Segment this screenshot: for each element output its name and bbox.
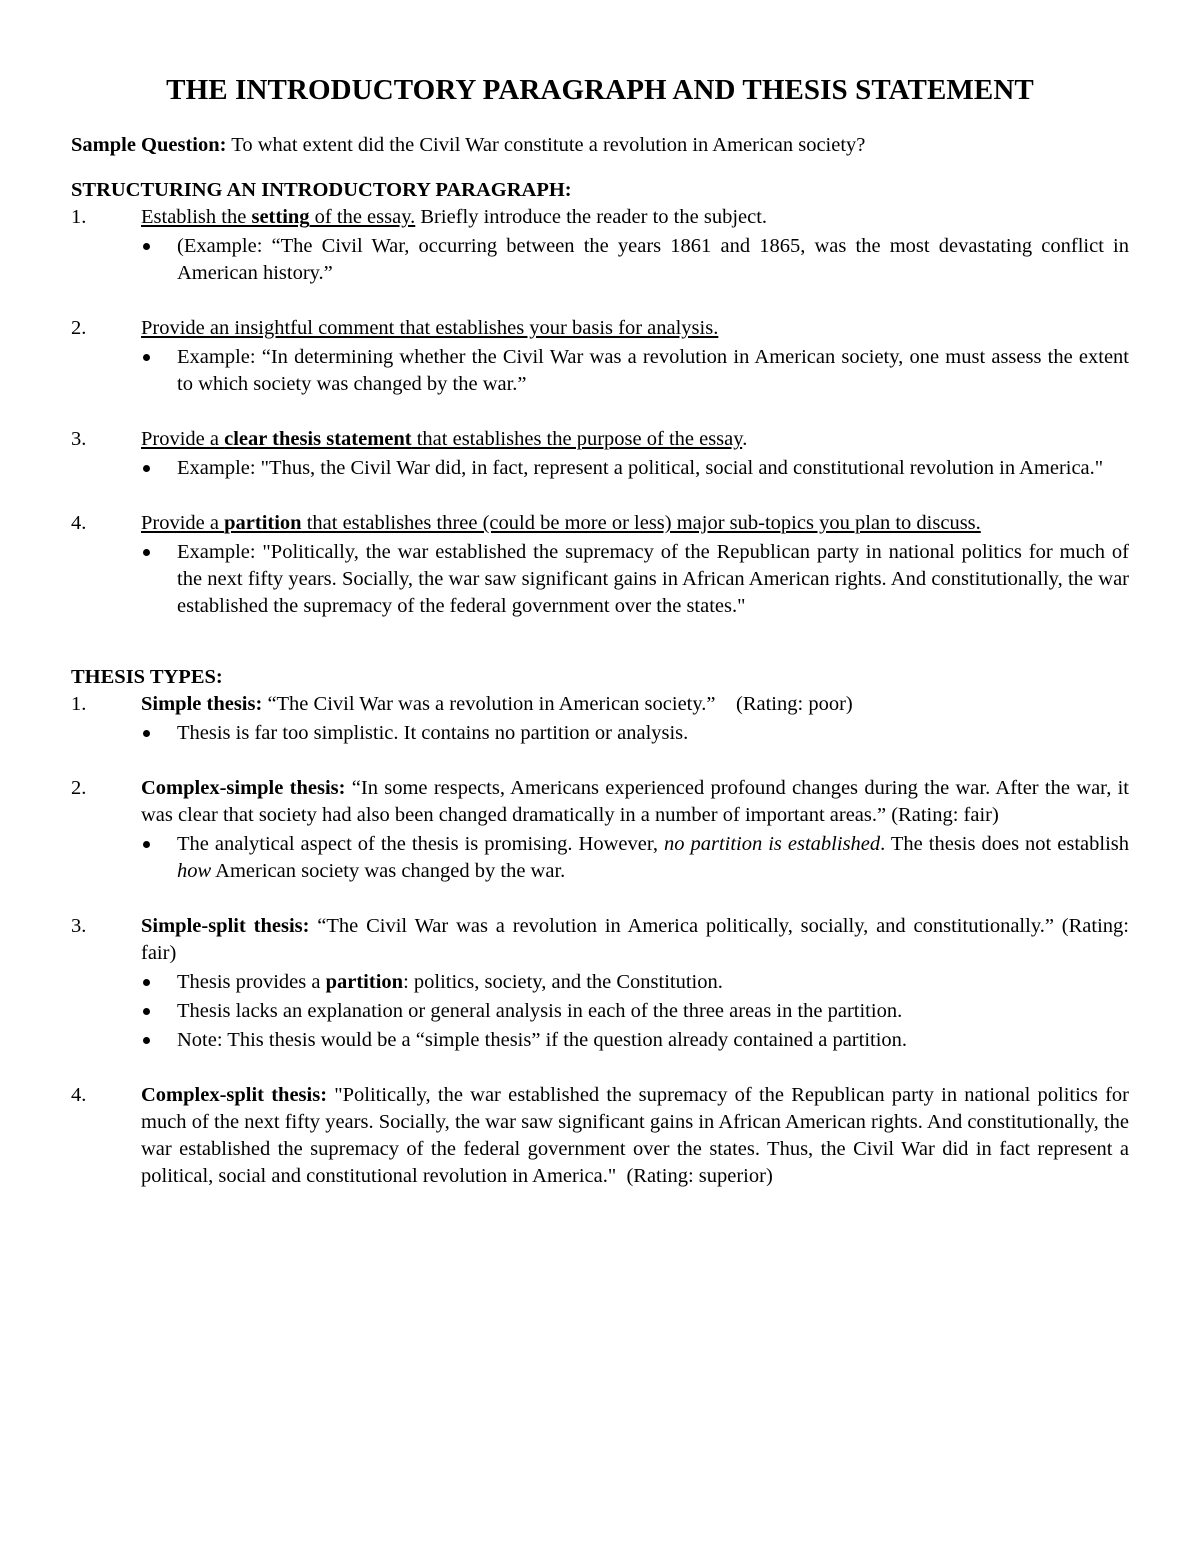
thesis-label: Simple-split thesis: [141,915,310,937]
list-item: Thesis lacks an explanation or general analysis in each of the three areas in the partition. [141,998,1129,1025]
item-number: 1. [71,693,87,715]
bullet-icon [143,730,150,737]
sample-question-label: Sample Question: [71,134,227,156]
thesis-label: Simple thesis: [141,693,263,715]
item-number: 3. [71,915,87,937]
bullet-icon [143,354,150,361]
list-item: Example: "Politically, the war established the supremacy of the Republican party in national politics for much of the next fifty years. Socially, the war saw significant gains in African American rights. And constitutionally, the war established the supremacy of the federal government over the states." [141,539,1129,620]
thesis-types-heading: THESIS TYPES: [71,666,223,688]
item-heading: Provide an insightful comment that establishes your basis for analysis. [141,317,719,339]
bullet-icon [143,1037,150,1044]
item-number: 4. [71,1084,87,1106]
structuring-item-4 [71,510,1129,620]
item-number: 4. [71,512,87,534]
structuring-list [71,204,1129,620]
structuring-item-3: 3. Provide a clear thesis statement that establishes the purpose of the essay. Example: "Thus, the Civil War did, in fact, represent a political, social and constitutional revolution in America." [71,426,1129,482]
thesis-label: Complex-simple thesis: [141,777,346,799]
list-item: Example: “In determining whether the Civil War was a revolution in American society, one must assess the extent to which society was changed by the war.” [141,344,1129,398]
bullet-icon [143,243,150,250]
item-number: 2. [71,317,87,339]
list-item: Thesis is far too simplistic. It contains no partition or analysis. [141,720,1129,747]
item-number: 1. [71,206,87,228]
thesis-type-item-3: 3. Simple-split thesis: “The Civil War was a revolution in America politically, socially, and constitutionally.” (Rating: fair) Thesis provides a partition: politics, society, and the Constitution. Thesis lacks an explanation or general analysis in each of the three areas in the partition. Note: This thesis would be a “simple thesis” if the question already contained a partition. [71,913,1129,1054]
bullet-icon [143,1008,150,1015]
bullet-icon [143,979,150,986]
item-heading: Provide a partition that establishes three (could be more or less) major sub-topics you plan to discuss. [141,512,981,534]
item-heading: Provide a clear thesis statement that establishes the purpose of the essay [141,428,743,450]
page-title: THE INTRODUCTORY PARAGRAPH AND THESIS STATEMENT [166,74,1034,106]
bullet-icon [143,549,150,556]
thesis-type-item-2: 2. Complex-simple thesis: “In some respects, Americans experienced profound changes during the war. After the war, it was clear that society had also been changed dramatically in a number of important areas.” (Rating: fair) The analytical aspect of the thesis is promising. However, no partition is established. The thesis does not establish how American society was changed by the war. [71,775,1129,885]
structuring-heading: STRUCTURING AN INTRODUCTORY PARAGRAPH: [71,179,572,201]
structuring-item-2 [71,315,1129,398]
list-item: (Example: “The Civil War, occurring between the years 1861 and 1865, was the most devastating conflict in American history.” [141,233,1129,287]
item-heading: Establish the setting of the essay. [141,206,416,228]
sample-question-text: To what extent did the Civil War constitute a revolution in American society? [226,134,866,156]
thesis-type-item-4: 4. Complex-split thesis: "Politically, the war established the supremacy of the Republican party in national politics for much of the next fifty years. Socially, the war saw significant gains in African American rights. And constitutionally, the war established the supremacy of the federal government over the states. Thus, the Civil War did in fact represent a political, social and constitutional revolution in America." (Rating: superior) [71,1084,1130,1187]
thesis-type-item-1: 1. Simple thesis: “The Civil War was a revolution in American society.” (Rating: poor) Thesis is far too simplistic. It contains no partition or analysis. [71,691,1129,747]
item-number: 2. [71,777,87,799]
list-item: The analytical aspect of the thesis is promising. However, no partition is established. The thesis does not establish how American society was changed by the war. [141,831,1129,885]
list-item: Note: This thesis would be a “simple thesis” if the question already contained a partition. [141,1027,1129,1054]
bullet-icon [143,465,150,472]
list-item: Example: "Thus, the Civil War did, in fact, represent a political, social and constitutional revolution in America." [141,455,1129,482]
sample-question [71,132,1129,159]
list-item: Thesis provides a partition: politics, society, and the Constitution. [141,969,1129,996]
thesis-label: Complex-split thesis: [141,1084,328,1106]
bullet-icon [143,841,150,848]
structuring-item-1: 1. Establish the setting of the essay. Briefly introduce the reader to the subject. (Example: “The Civil War, occurring between the years 1861 and 1865, was the most devastating conflict in American history.” [71,204,1129,287]
item-number: 3. [71,428,87,450]
thesis-types-list [71,691,1129,1190]
